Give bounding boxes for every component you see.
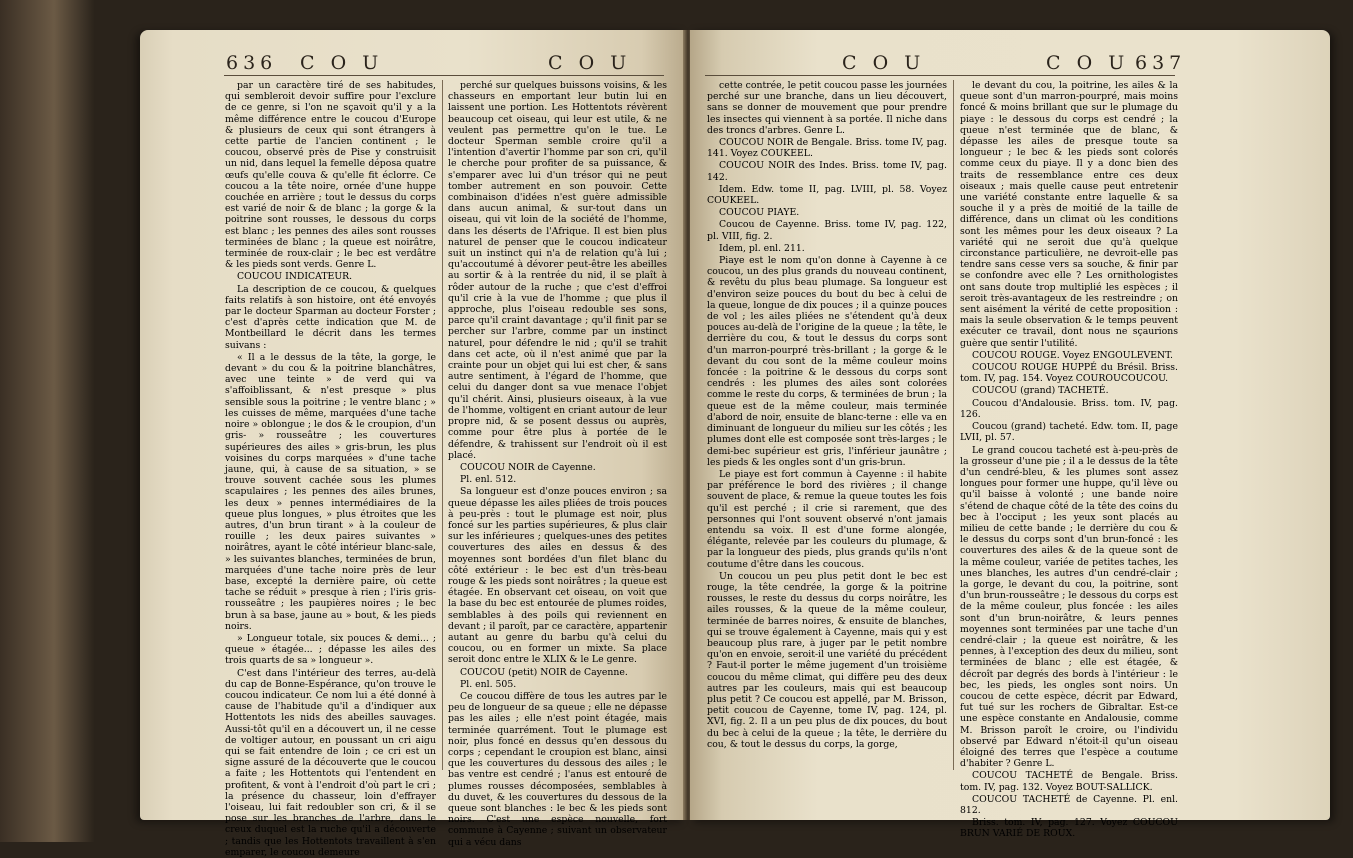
text-paragraph: « Il a le dessus de la tête, la gorge, le devant » du cou & la poitrine blanchâtres, avec une teinte » de verd qui va s'affoiblissant, & n'est presque » plus sensible sous la poitrine ; le ventre blanc ; » les cuisses de même, marquées d'une tache noire » oblongue ; le dos & le croupion, d'un gris- » rousseâtre ; les couvertures supérieures des ailes » gris-brun, les plus voisines du corps marquées » d'une tache jaune, qui, à cause de sa situation, » se trouve souvent cachée sous les plumes scapulaires ; les pennes des ailes brunes, les deux » pennes intermédiaires de la queue plus longues, » plus étroites que les autres, d'un brun tirant » à la couleur de rouille ; les deux paires suivantes » noirâtres, ayant le côté intérieur blanc-sale, » les suivantes blanches, terminées de brun, marquées d'une tache noire près de leur base, excepté la dernière paire, où cette tache se réduit » presque à rien ; l'iris gris-rousseâtre ; les paupières noires ; le bec brun à sa base, jaune au » bout, & les pieds noirs.	[225, 351, 436, 632]
text-paragraph: COUCOU INDICATEUR.	[237, 271, 353, 283]
text-paragraph: Pl. enl. 505.	[460, 678, 517, 690]
text-paragraph: Le grand coucou tacheté est à-peu-près de la grosseur d'une pie ; il a le dessus de la tête d'un cendré-bleu, & les plumes sont assez longues pour former une huppe, qu'il lève ou qu'il baisse à volonté ; une bande noire s'étend de chaque côté de la tête des coins du bec à l'occiput ; les yeux sont placés au milieu de cette bande ; le derrière du cou & le dessus du corps sont d'un brun-foncé : les couvertures des ailes & de la queue sont de la même couleur, variée de petites taches, les unes blanches, les autres d'un cendré-clair ; la gorge, le devant du cou, la poitrine, sont d'un brun-rousseâtre ; le dessous du corps est de la même couleur, plus foncée : les ailes sont d'un brun-noirâtre, & leurs pennes moyennes sont terminées par une tache d'un cendré-clair ; la queue est noirâtre, & les pennes, à l'exception des deux du milieu, sont terminées de blanc ; elle est étagée, & décroît par degrés des bords à l'intérieur : le bec, les pieds, les ongles sont noirs. Un coucou de cette espèce, décrit par Edward, fut tué sur les rochers de Gibraltar. Est-ce une espèce constante en Andalousie, comme M. Brisson paroît le croire, ou l'individu observé par Edward n'étoit-il qu'un oiseau éloigné des terres que l'espèce a coutume d'habiter ? Genre L.	[960, 444, 1178, 770]
text-paragraph: perché sur quelques buissons voisins, & les chasseurs en emportant leur butin lui en laissent une portion. Les Hottentots révèrent beaucoup cet oiseau, qui leur est utile, & ne veulent pas permettre qu'on le tue. Le docteur Sperman semble croire qu'il a l'intention d'avertir l'homme par son cri, qu'il le cherche pour profiter de sa puissance, & s'emparer avec lui d'un trésor qui ne peut tomber autrement en son pouvoir. Cette combinaison d'idées n'est guère admissible dans aucun animal, & sur-tout dans un oiseau, qui vit loin de la société de l'homme, dans les déserts de l'Afrique. Il est bien plus naturel de penser que le coucou indicateur suit un instinct qui n'a de relation qu'à lui ; qu'accoutumé à dévorer peut-être les abeilles au sortir & à la rentrée du nid, il se plaît à rôder autour de la ruche ; que c'est d'effroi qu'il crie à la vue de l'homme ; que plus il approche, plus l'oiseau redouble ses sons, parce qu'il craint davantage ; qu'il finit par se percher sur l'arbre, comme par un instinct naturel, pour défendre le nid ; qu'il se trahit dans cet acte, où il n'est animé que par la crainte pour un objet qui lui est cher, & sans autre sentiment, à l'égard de l'homme, que celui du danger dont sa vue menace l'objet qu'il chérit. Ainsi, plusieurs oiseaux, à la vue de l'homme, voltigent en criant autour de leur propre nid, & se posent dessus ou auprès, comme pour être plus à portée de le défendre, & trahissent sur l'endroit où il est placé.	[448, 80, 667, 461]
text-paragraph: Un coucou un peu plus petit dont le bec est rouge, la tête cendrée, la gorge & la poitrine rousses, le reste du dessus du corps noirâtre, les ailes rousses, & la queue de la même couleur, terminée de barres noires, & ensuite de blanches, qui se trouve également à Cayenne, mais qui y est beaucoup plus rare, à juger par le petit nombre qu'on en envoie, seroit-il une variété du précédent ? Faut-il porter le même jugement d'un troisième coucou du même climat, qui diffère peu des deux autres par les couleurs, mais qui est beaucoup plus petit ? Ce coucou est appellé, par M. Brisson, petit coucou de Cayenne, tome IV, pag. 124, pl. XVI, fig. 2. Il a un peu plus de dix pouces, du bout du bec à celui de la queue ; la tête, le derrière du cou, & tout le dessus du corps, la gorge,	[707, 570, 947, 750]
right-running-head-1: C O U	[842, 52, 926, 74]
text-paragraph: » Longueur totale, six pouces & demi... ; queue » étagée... ; dépasse les ailes des trois quarts de sa » longueur ».	[225, 632, 436, 667]
right-column-1	[707, 80, 947, 780]
text-paragraph: Le piaye est fort commun à Cayenne : il habite par préférence le bord des rivières ; il change souvent de place, & remue la queue toutes les fois qu'il est perché ; il crie si rarement, que des personnes qui l'ont souvent observé n'ont jamais entendu sa voix. Il est d'une forme alongée, élégante, relevée par les couleurs du plumage, & par la longueur des pieds, plus grands qu'ils n'ont coutume d'être dans les coucous.	[707, 468, 947, 570]
text-paragraph: cette contrée, le petit coucou passe les journées perché sur une branche, dans un lieu découvert, sans se donner de mouvement que pour prendre les insectes qui viennent à sa portée. Il niche dans des troncs d'arbres. Genre L.	[707, 80, 947, 136]
text-paragraph: COUCOU NOIR de Cayenne.	[460, 461, 596, 473]
left-column-divider	[442, 80, 443, 770]
text-paragraph: le devant du cou, la poitrine, les ailes & la queue sont d'un marron-pourpré, mais moins foncé & moins brillant que sur le plumage du piaye : le dessous du corps est cendré ; la queue n'est terminée que de blanc, & dépasse les ailes de presque toute sa longueur ; le bec & les pieds sont colorés comme ceux du piaye. Il y a donc bien des traits de ressemblance entre ces deux oiseaux ; mais quelle cause peut entretenir une variété constante entre laquelle & sa souche il y a près de moitié de la taille de différence, dans un climat où les conditions sont les mêmes pour les deux oiseaux ? La variété qui ne seroit due qu'à quelque circonstance particulière, ne devroit-elle pas tendre sans cesse vers sa souche, & finir par se confondre avec elle ? Les ornithologistes ont sans doute trop multiplié les espèces ; il seroit très-avantageux de les restreindre ; on sent aisément la vérité de cette proposition : mais la seule observation & le temps peuvent exécuter ce travail, dont nous ne sçaurions guère que sentir l'utilité.	[960, 80, 1178, 349]
text-paragraph: Idem. Edw. tome II, pag. LVIII, pl. 58. Voyez COUKEEL.	[707, 183, 947, 207]
text-paragraph: COUCOU PIAYE.	[719, 207, 800, 219]
text-paragraph: Coucou (grand) tacheté. Edw. tom. II, page LVII, pl. 57.	[960, 421, 1178, 444]
text-paragraph: C'est dans l'intérieur des terres, au-delà du cap de Bonne-Espérance, qu'on trouve le coucou indicateur. Ce nom lui a été donné à cause de l'habitude qu'il a d'indiquer aux Hottentots les nids des abeilles sauvages. Aussi-tôt qu'il en a découvert un, il ne cesse de voltiger autour, en poussant un cri aigu qui se fait entendre de loin ; ce cri est un signe assuré de la découverte que le coucou a faite ; les Hottentots qui l'entendent en profitent, & vont à l'endroit d'où part le cri ; la présence du chasseur, loin d'effrayer l'oiseau, lui fait redoubler son cri, & il se pose sur les branches de l'arbre, dans le creux duquel est la ruche qu'il a découverte ; tandis que les Hottentots travaillent à s'en emparer, le coucou demeure	[225, 667, 436, 858]
left-running-head-1: C O U	[300, 52, 384, 74]
right-page-number: 637	[1135, 52, 1187, 74]
text-paragraph: Idem, pl. enl. 211.	[719, 242, 805, 254]
right-header-rule	[705, 75, 1175, 76]
text-paragraph: COUCOU NOIR des Indes. Briss. tome IV, pag. 142.	[707, 160, 947, 183]
text-paragraph: COUCOU ROUGE. Voyez ENGOULEVENT.	[972, 349, 1173, 361]
left-page-number: 636	[226, 52, 278, 74]
text-paragraph: COUCOU ROUGE HUPPÉ du Brésil. Briss. tom. IV, pag. 154. Voyez COUROUCOUCOU.	[960, 362, 1178, 385]
text-paragraph: Coucou d'Andalousie. Briss. tom. IV, pag. 126.	[960, 397, 1178, 420]
text-paragraph: COUCOU TACHETÉ de Cayenne. Pl. enl. 812.	[960, 793, 1178, 816]
left-running-head-2: C O U	[548, 52, 632, 74]
text-paragraph: La description de ce coucou, & quelques faits relatifs à son histoire, ont été envoyés par le docteur Sparman au docteur Forster ; c'est d'après cette indication que M. de Montbeillard le décrit dans les termes suivans :	[225, 283, 436, 351]
right-column-divider	[953, 80, 954, 770]
text-paragraph: COUCOU (grand) TACHETÉ.	[972, 385, 1109, 397]
text-paragraph: COUCOU (petit) NOIR de Cayenne.	[460, 666, 628, 678]
text-paragraph: COUCOU NOIR de Bengale. Briss. tome IV, pag. 141. Voyez COUKEEL.	[707, 137, 947, 160]
text-paragraph: par un caractère tiré de ses habitudes, qui sembleroit devoir suffire pour l'exclure de ce genre, si l'on ne sçavoit qu'il y a la même différence entre le coucou d'Europe & plusieurs de ceux qui sont étrangers à cette partie de l'ancien continent ; le coucou, observé près de Pise y construisit un nid, dans lequel la femelle déposa quatre œufs qu'elle couva & qu'elle fit éclorre. Ce coucou a la tête noire, ornée d'une huppe couchée en arrière ; tout le dessus du corps est varié de noir & de blanc ; la gorge & la poitrine sont rousses, le dessous du corps est blanc ; les pennes des ailes sont rousses terminées de blanc ; la queue est noirâtre, terminée de roux-clair ; le bec est verdâtre & les pieds sont verds. Genre L.	[225, 80, 436, 271]
right-column-2	[960, 80, 1178, 840]
left-column-2	[448, 80, 667, 848]
text-paragraph: Sa longueur est d'onze pouces environ ; sa queue dépasse les ailes pliées de trois pouces à peu-près : tout le plumage est noir, plus foncé sur les parties supérieures, & plus clair sur les inférieures ; quelques-unes des petites couvertures des ailes en dessus & des moyennes sont bordées d'un filet blanc du côté extérieur : le bec est d'un très-beau rouge & les pieds sont noirâtres ; la queue est étagée. En observant cet oiseau, on voit que la base du bec est entourée de plumes roides, semblables à des poils qui reviennent en devant ; il paroît, par ce caractère, appartenir autant au genre du barbu qu'à celui du coucou, ou en former un mixte. Sa place seroit donc entre le XLIX & le Le genre.	[448, 486, 667, 666]
text-paragraph: COUCOU TACHETÉ de Bengale. Briss. tom. IV, pag. 132. Voyez BOUT-SALLICK.	[960, 770, 1178, 793]
text-paragraph: Piaye est le nom qu'on donne à Cayenne à ce coucou, un des plus grands du nouveau continent, & revêtu du plus beau plumage. Sa longueur est d'environ seize pouces du bout du bec à celui de la queue, longue de dix pouces ; il a quinze pouces de vol ; les ailes pliées ne s'étendent qu'à deux pouces au-delà de l'origine de la queue ; la tête, le derrière du cou, & tout le dessus du corps sont d'un marron-pourpré très-brillant ; la gorge & le devant du cou sont de la même couleur moins foncée : la poitrine & le dessous du corps sont cendrés : les plumes des ailes sont colorées comme le reste du corps, & terminées de brun ; la queue est de la même couleur, mais terminée d'abord de noir, ensuite de blanc-terne : elle va en diminuant de longueur du milieu sur les côtés ; les plumes dont elle est composée sont très-larges ; le demi-bec supérieur est gris, l'inférieur jaunâtre ; les pieds & les ongles sont d'un gris-brun.	[707, 255, 947, 468]
left-header-rule	[224, 75, 664, 76]
right-running-head-2: C O U	[1046, 52, 1130, 74]
left-column-1	[225, 80, 436, 858]
text-paragraph: Ce coucou diffère de tous les autres par le peu de longueur de sa queue ; elle ne dépasse pas les ailes ; elle n'est point étagée, mais terminée quarrément. Tout le plumage est noir, plus foncé en dessus qu'en dessous du corps ; cependant le croupion est blanc, ainsi que les couvertures du dessous des ailes ; le bas ventre est cendré ; l'anus est entouré de plumes rousses décomposées, semblables à du duvet, & les couvertures du dessous de la queue sont blanches : le bec & les pieds sont noirs. C'est une espèce nouvelle, fort commune à Cayenne ; suivant un observateur qui a vécu dans	[448, 690, 667, 848]
text-paragraph: Briss. tom. IV, pag. 127. Voyez COUCOU BRUN VARIÉ DE ROUX.	[960, 817, 1178, 840]
text-paragraph: Pl. enl. 512.	[460, 474, 517, 486]
text-paragraph: Coucou de Cayenne. Briss. tome IV, pag. 122, pl. VIII, fig. 2.	[707, 219, 947, 242]
